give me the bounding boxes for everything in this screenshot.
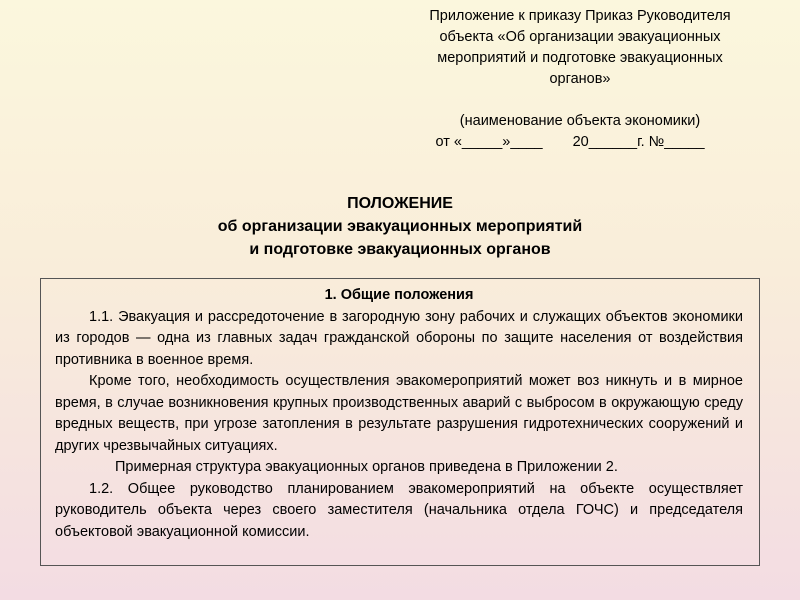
header-gap: [380, 90, 780, 111]
header-line: органов»: [549, 71, 611, 87]
date-year-number: 20______г. №_____: [572, 134, 705, 150]
header-line: мероприятий и подготовке эвакуационных: [437, 50, 723, 66]
paragraph-structure: Примерная структура эвакуационных органов приведена в Приложении 2.: [115, 459, 618, 475]
paragraph-1-1: 1.1. Эвакуация и рассредоточение в загородную зону рабочих и служащих объектов экономики из городов — одна из главных задач гражданской обороны по защите населения от воздействия противника в военное время.: [55, 308, 743, 368]
paragraph-1-2: 1.2. Общее руководство планированием эвакомероприятий на объекте осуществляет руководитель объекта через своего заместителя (начальника отдела ГОЧС) и председателя объектовой эвакуационной комиссии.: [55, 480, 743, 540]
title-line-2: об организации эвакуационных мероприятий: [217, 218, 583, 235]
header-line: объекта «Об организации эвакуационных: [439, 29, 721, 45]
document-title: [0, 192, 800, 261]
general-provisions-box: [40, 278, 760, 566]
appendix-header: [380, 6, 780, 153]
object-name-label: (наименование объекта экономики): [459, 113, 701, 129]
title-line-3: и подготовке эвакуационных органов: [249, 241, 551, 258]
section-heading: 1. Общие положения: [324, 287, 474, 303]
paragraph-peacetime: Кроме того, необходимость осуществления эвакомероприятий может воз никнуть и в мирное время, в случае возникновения крупных производственных аварий с выбросом в окружающую среду вредных веществ, при угрозе затопления в результате разрушения гидротехнических сооружений и других чрезвычайных ситуациях.: [55, 373, 743, 454]
header-line: Приложение к приказу Приказ Руководителя: [429, 8, 731, 24]
title-line-1: ПОЛОЖЕНИЕ: [347, 195, 453, 212]
date-day-month: от «_____»____: [435, 134, 543, 150]
date-line: [360, 132, 780, 153]
